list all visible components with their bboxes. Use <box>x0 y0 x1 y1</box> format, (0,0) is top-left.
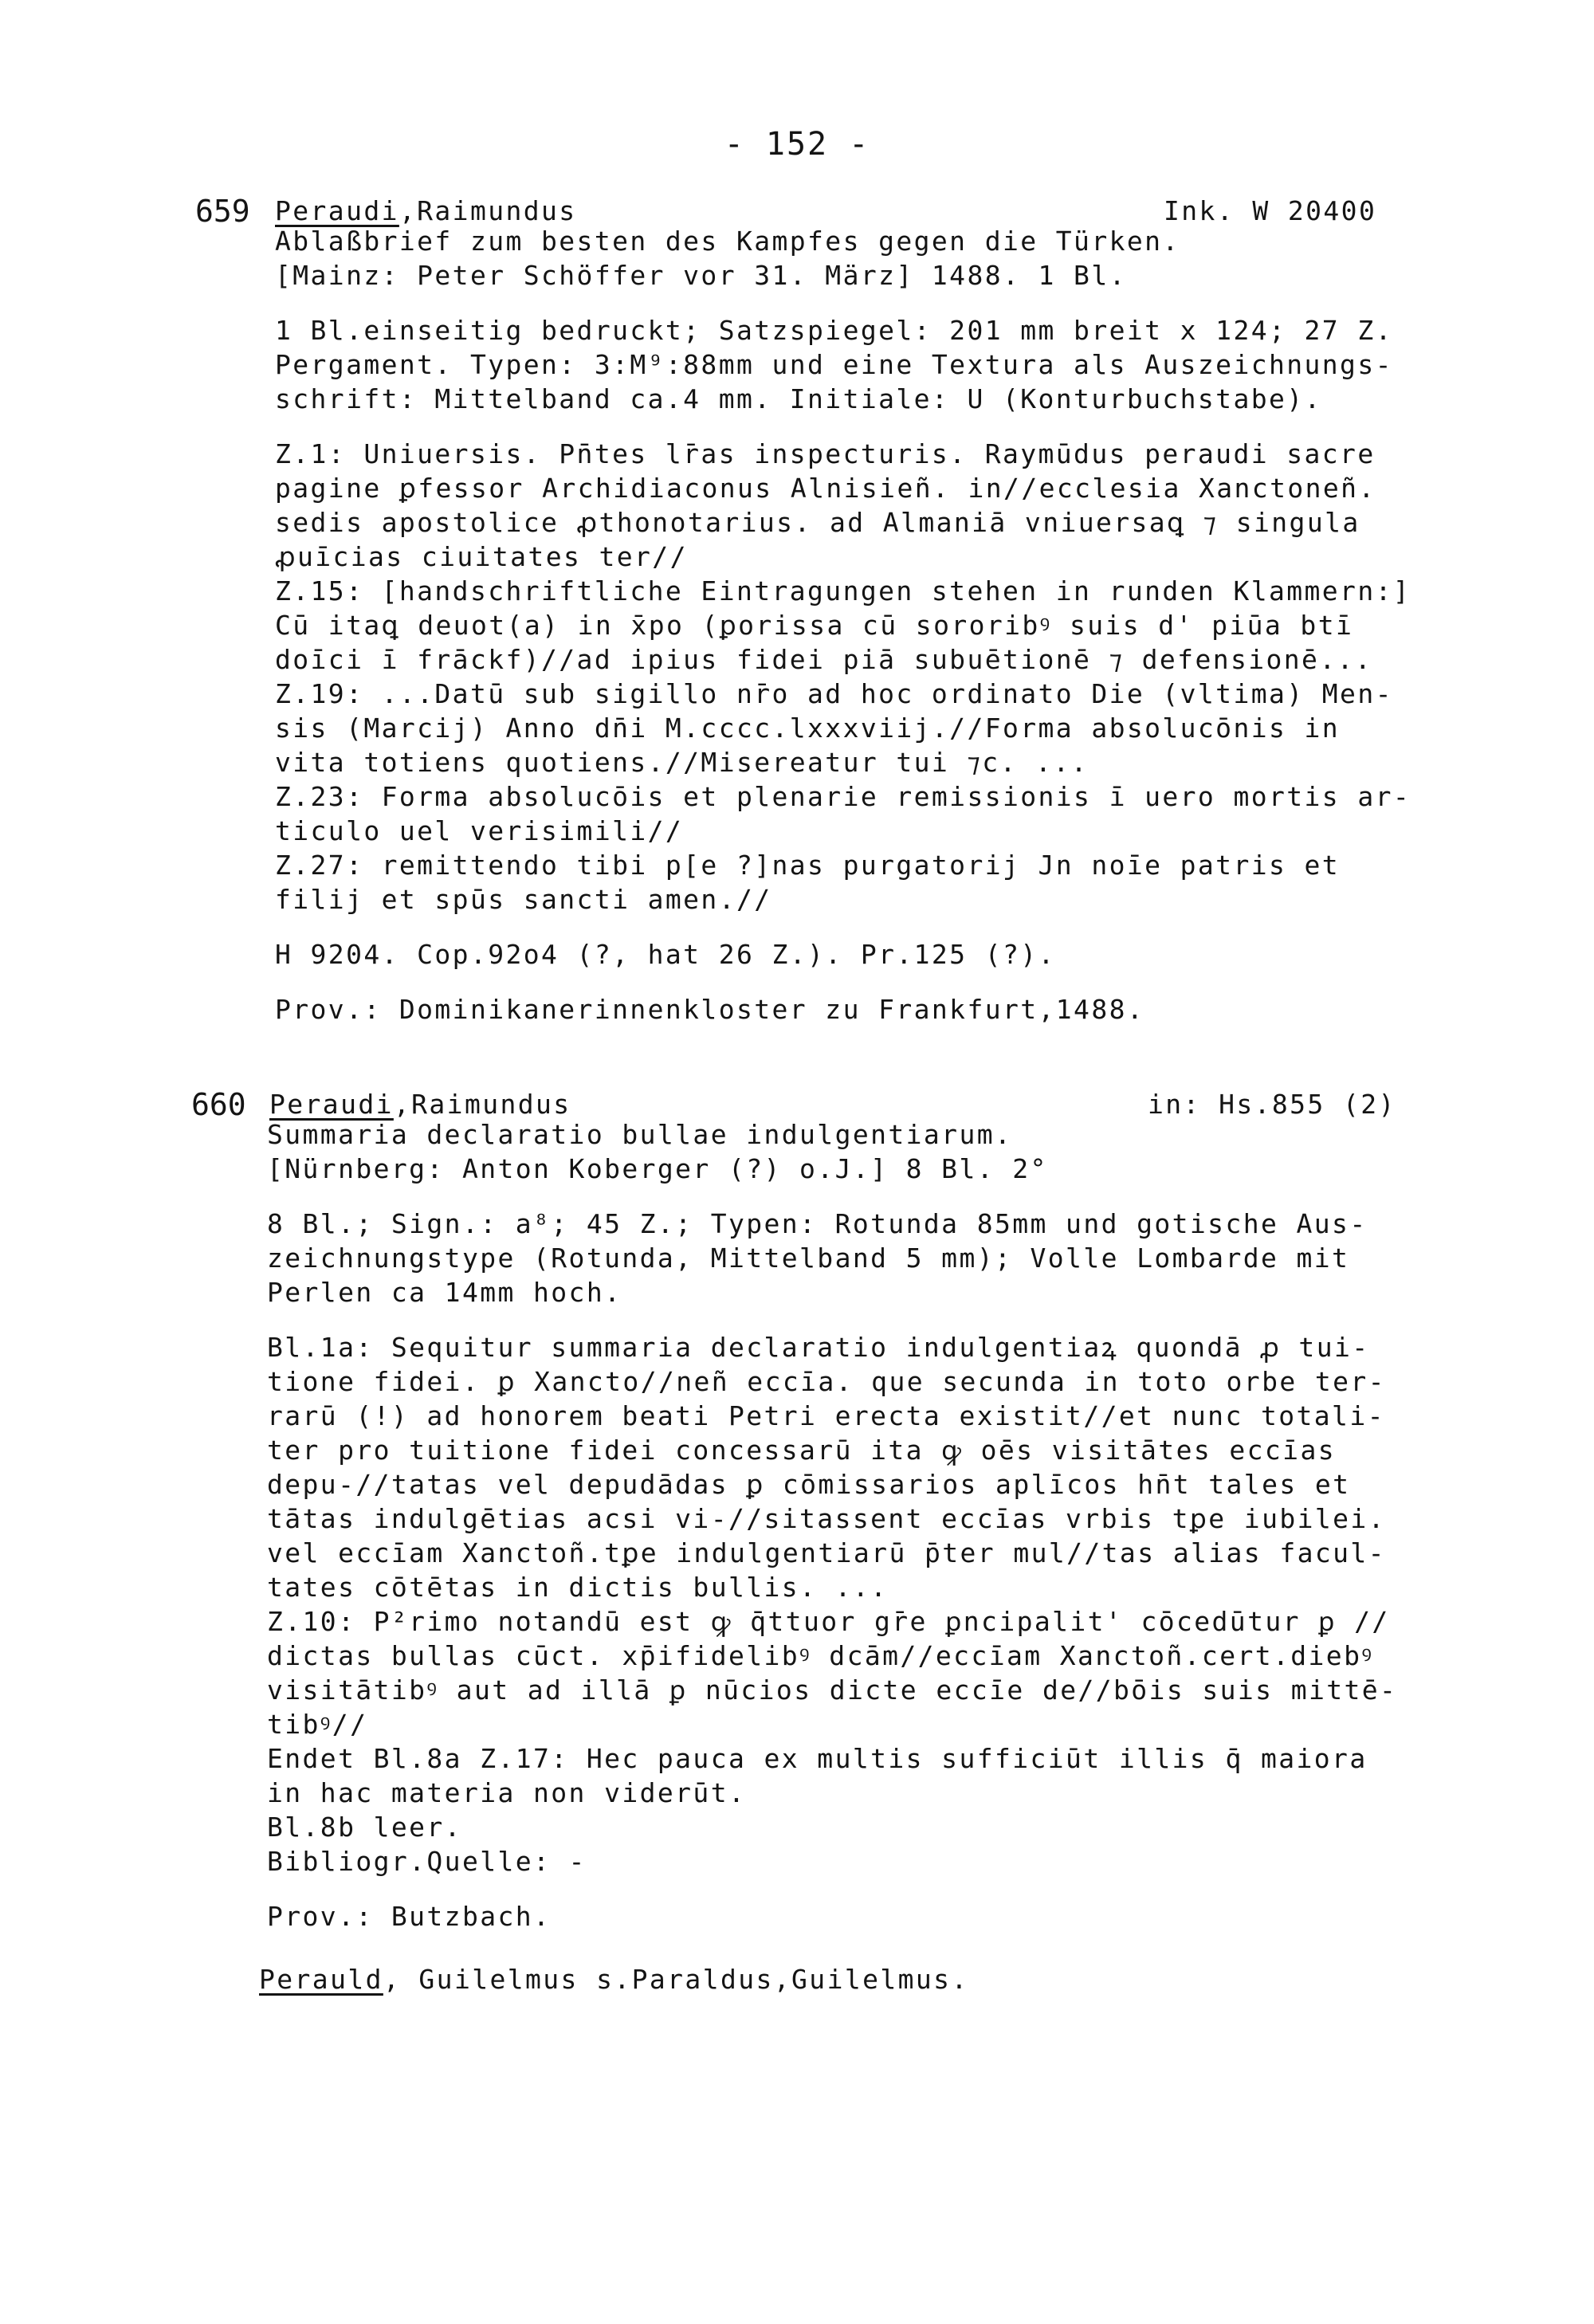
text-line: dictas bullas cūct. xp̄ifidelibꝰ dcām//eccīam Xanctoñ.cert.diebꝰ <box>267 1640 1374 1671</box>
text-line: 8 Bl.; Sign.: a⁸; 45 Z.; Typen: Rotunda 85mm und gotische Aus- <box>267 1208 1368 1239</box>
text-line: Bibliogr.Quelle: - <box>267 1846 587 1877</box>
text-line: Summaria declaratio bullae indulgentiarum. <box>267 1119 1013 1150</box>
text-line: Z.23: Forma absolucōis et plenarie remissionis ī uero mortis ar- <box>275 781 1411 812</box>
author-name: Peraudi <box>275 195 399 226</box>
entry-heading <box>275 195 577 226</box>
cross-reference <box>259 1964 969 1995</box>
text-line: in hac materia non viderūt. <box>267 1777 747 1808</box>
shelfmark: in: Hs.855 (2) <box>1148 1089 1396 1120</box>
text-line: vita totiens quotiens.//Misereatur tui ⁊c. ... <box>275 747 1089 778</box>
xref-rest: , Guilelmus s.Paraldus,Guilelmus. <box>383 1964 969 1995</box>
text-line: rarū (!) ad honorem beati Petri erecta existit//et nunc totali- <box>267 1400 1385 1431</box>
text-line: Z.10: P²rimo notandū est ꝙ q̄ttuor gr̄e ꝑncipalit' cōcedūtur ꝑ // <box>267 1606 1390 1637</box>
text-line: Perlen ca 14mm hoch. <box>267 1277 622 1308</box>
text-line: sis (Marcij) Anno dn̄i M.cccc.lxxxviij.//Forma absolucōnis in <box>275 713 1341 744</box>
text-line: tates cōtētas in dictis bullis. ... <box>267 1572 889 1603</box>
entry-number: 660 <box>191 1087 246 1122</box>
text-line: ꝓuīcias ciuitates ter// <box>275 541 688 572</box>
text-line: ter pro tuitione fidei concessarū ita ꝙ oēs visitātes eccīas <box>267 1435 1336 1466</box>
text-line: depu-//tatas vel depudādas ꝑ cōmissarios aplīcos hn̄t tales et <box>267 1469 1351 1500</box>
text-line: pagine ꝑfessor Archidiaconus Alnisieñ. in//ecclesia Xanctoneñ. <box>275 473 1376 504</box>
text-line: Pergament. Typen: 3:M⁹:88mm und eine Textura als Auszeichnungs- <box>275 349 1393 380</box>
text-line: Endet Bl.8a Z.17: Hec pauca ex multis sufficiūt illis q̄ maiora <box>267 1743 1368 1774</box>
author-rest: ,Raimundus <box>393 1089 571 1120</box>
text-line: vel eccīam Xanctoñ.tꝑe indulgentiarū p̄ter mul//tas alias facul- <box>267 1537 1386 1568</box>
text-line: Prov.: Dominikanerinnenkloster zu Frankfurt,1488. <box>275 994 1145 1025</box>
text-line: tione fidei. ꝑ Xancto//neñ eccīa. que secunda in toto orbe ter- <box>267 1366 1386 1397</box>
text-line: tibꝰ// <box>267 1709 368 1740</box>
author-rest: ,Raimundus <box>398 195 577 226</box>
text-line: Z.1: Uniuersis. Pn̄tes lr̄as inspecturis. Raymūdus peraudi sacre <box>275 438 1376 469</box>
text-line: [Mainz: Peter Schöffer vor 31. März] 1488. 1 Bl. <box>275 260 1127 291</box>
text-line: tātas indulgētias acsi vi-//sitassent eccīas vrbis tꝑe iubilei. <box>267 1503 1386 1534</box>
text-line: Z.19: ...Datū sub sigillo nr̄o ad hoc ordinato Die (vltima) Men- <box>275 678 1393 709</box>
text-line: filij et spūs sancti amen.// <box>275 884 772 915</box>
text-line: Bl.1a: Sequitur summaria declaratio indulgentiaꝝ quondā ꝓ tui- <box>267 1332 1370 1363</box>
text-line: Z.15: [handschriftliche Eintragungen stehen in runden Klammern:] <box>275 575 1411 607</box>
text-line: ticulo uel verisimili// <box>275 815 684 846</box>
author-name: Peraudi <box>269 1089 394 1120</box>
text-line: Cū itaꝗ deuot(a) in x̄po (ꝑorissa cū sororibꝰ suis d' piūa btī <box>275 610 1354 641</box>
text-line: Bl.8b leer. <box>267 1812 462 1843</box>
text-line: H 9204. Cop.92o4 (?, hat 26 Z.). Pr.125 (?). <box>275 939 1056 970</box>
text-line: [Nürnberg: Anton Koberger (?) o.J.] 8 Bl. 2° <box>267 1153 1048 1184</box>
text-line: visitātibꝰ aut ad illā ꝑ nūcios dicte eccīe de//bōis suis mittē- <box>267 1674 1398 1706</box>
entry-number: 659 <box>195 194 250 229</box>
page-number: - 152 - <box>724 126 870 163</box>
text-line: Ablaßbrief zum besten des Kampfes gegen die Türken. <box>275 226 1180 257</box>
text-line: Prov.: Butzbach. <box>267 1901 552 1932</box>
text-line: Z.27: remittendo tibi p[e ?]nas purgatorij Jn noīe patris et <box>275 850 1341 881</box>
text-line: zeichnungstype (Rotunda, Mittelband 5 mm); Volle Lombarde mit <box>267 1242 1350 1274</box>
text-line: 1 Bl.einseitig bedruckt; Satzspiegel: 201 mm breit x 124; 27 Z. <box>275 315 1393 346</box>
text-line: sedis apostolice ꝓthonotarius. ad Almaniā vniuersaꝗ ⁊ singula <box>275 507 1360 538</box>
entry-heading <box>269 1089 571 1120</box>
shelfmark: Ink. W 20400 <box>1164 195 1377 226</box>
text-line: doīci ī frāckf)//ad ipius fidei piā subuētionē ⁊ defensionē... <box>275 644 1373 675</box>
xref-name: Perauld <box>259 1964 383 1995</box>
text-line: schrift: Mittelband ca.4 mm. Initiale: U (Konturbuchstabe). <box>275 383 1322 414</box>
